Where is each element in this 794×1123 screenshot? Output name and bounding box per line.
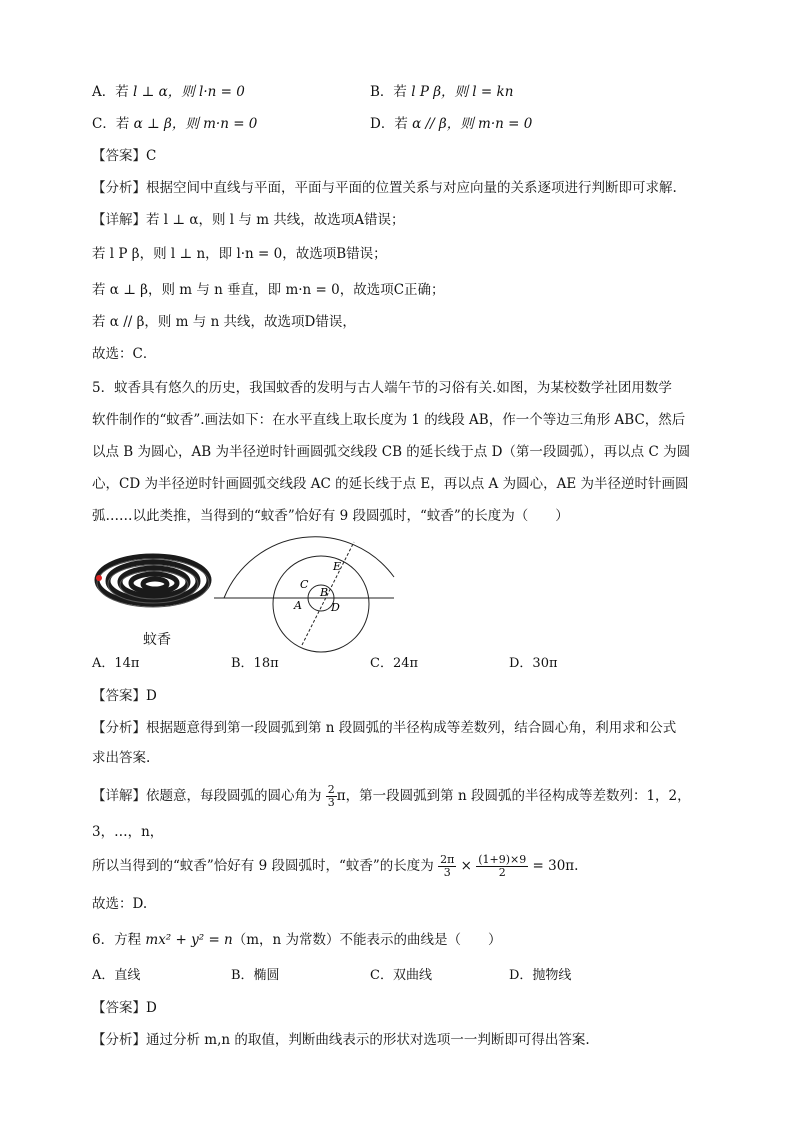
q5-stem-line2: 软件制作的“蚊香”.画法如下：在水平直线上取长度为 1 的线段 AB，作一个等边三角形 ABC，然后 xyxy=(92,412,686,428)
point-label-d: D xyxy=(331,601,340,614)
analysis-text: 根据空间中直线与平面，平面与平面的位置关系与对应向量的关系逐项进行判断即可求解. xyxy=(146,180,677,196)
mosquito-coil-caption: 蚊香 xyxy=(143,632,171,648)
q4-option-b xyxy=(370,82,513,102)
q4-option-b-expr: l P β，则 l = kn xyxy=(411,84,514,100)
angle-fraction xyxy=(326,784,337,809)
q5-line1-text: 蚊香具有悠久的历史，我国蚊香的发明与古人端午节的习俗有关.如图，为某校数学社团用数学 xyxy=(114,380,672,396)
q6-option-b: B．椭圆 xyxy=(231,968,280,983)
q5-option-c: C．24π xyxy=(370,656,419,671)
q4-option-d-label: D．若 xyxy=(370,116,408,132)
mosquito-coil-image xyxy=(92,550,214,630)
fraction-numerator: 2π xyxy=(440,853,455,866)
detail-text-b: π，第一段圆弧到第 n 段圆弧的半径构成等差数列：1，2， xyxy=(336,788,691,804)
q4-option-b-label: B．若 xyxy=(370,84,407,100)
q4-option-a-expr: l ⊥ α，则 l·n = 0 xyxy=(133,84,245,100)
answer-label: 【答案】 xyxy=(92,688,146,704)
q4-answer xyxy=(92,146,156,166)
detail-text-a: 依题意，每段圆弧的圆心角为 xyxy=(146,788,322,804)
answer-value: C xyxy=(146,148,157,164)
fraction-sum xyxy=(476,854,528,879)
fraction-numerator: (1+9)×9 xyxy=(478,853,527,866)
fraction-2pi-over-3 xyxy=(438,854,456,879)
q6-option-a: A．直线 xyxy=(92,968,141,983)
q5-conclusion: 故选：D. xyxy=(92,896,148,912)
q5-detail-line3 xyxy=(92,854,578,879)
detail-label: 【详解】 xyxy=(92,212,146,228)
q4-detail-line4: 若 α // β，则 m 与 n 共线，故选项D错误， xyxy=(92,314,356,330)
q6-equation: mx² + y² = n xyxy=(145,932,233,948)
analysis-text: 通过分析 m,n 的取值，判断曲线表示的形状对选项一一判断即可得出答案. xyxy=(146,1032,590,1048)
angle-numerator: 2 xyxy=(327,783,335,796)
detail-text: 若 l ⊥ α，则 l 与 m 共线，故选项A错误； xyxy=(146,212,405,228)
answer-label: 【答案】 xyxy=(92,1000,146,1016)
fraction-denominator: 2 xyxy=(498,866,506,879)
q6-option-c: C．双曲线 xyxy=(370,968,432,983)
analysis-text: 根据题意得到第一段圆弧到第 n 段圆弧的半径构成等差数列，结合圆心角，利用求和公式 xyxy=(146,720,677,736)
q5-option-a: A．14π xyxy=(92,656,140,671)
q4-option-d xyxy=(370,114,532,134)
point-label-c: C xyxy=(300,578,309,591)
q5-option-b: B．18π xyxy=(231,656,279,671)
q6-analysis xyxy=(92,1030,590,1050)
q5-number: 5． xyxy=(92,380,115,396)
spiral-construction-diagram xyxy=(214,525,396,653)
q5-option-d: D．30π xyxy=(509,656,558,671)
q6-stem-b: （m，n 为常数）不能表示的曲线是（ ） xyxy=(232,932,502,948)
q4-detail-line2: 若 l P β，则 l ⊥ n，即 l·n = 0，故选项B错误； xyxy=(92,246,387,262)
q4-conclusion: 故选：C． xyxy=(92,346,157,362)
q5-stem-line5: 弧……以此类推，当得到的“蚊香”恰好有 9 段圆弧时，“蚊香”的长度为（ ） xyxy=(92,508,569,524)
q4-option-c-label: C．若 xyxy=(92,116,130,132)
point-label-b: B xyxy=(320,586,329,599)
q6-number: 6． xyxy=(92,932,115,948)
q6-stem xyxy=(92,930,502,950)
detail-line3-text: 所以当得到的“蚊香”恰好有 9 段圆弧时，“蚊香”的长度为 xyxy=(92,858,434,874)
q5-detail-line1 xyxy=(92,784,691,809)
q4-analysis xyxy=(92,178,677,198)
q5-stem-line1 xyxy=(92,378,672,398)
q5-analysis-line2: 求出答案. xyxy=(92,750,151,766)
fraction-denominator: 3 xyxy=(443,866,451,879)
q6-option-d: D．抛物线 xyxy=(509,968,572,983)
q4-detail-line3: 若 α ⊥ β，则 m 与 n 垂直，即 m·n = 0，故选项C正确； xyxy=(92,282,445,298)
q4-option-d-expr: α // β，则 m·n = 0 xyxy=(412,116,533,132)
q6-answer xyxy=(92,998,157,1018)
analysis-label: 【分析】 xyxy=(92,1032,146,1048)
detail-result: = 30π. xyxy=(532,858,579,874)
answer-value: D xyxy=(146,688,157,704)
q5-analysis-line1 xyxy=(92,718,676,738)
point-label-a: A xyxy=(294,599,302,612)
q5-stem-line4: 心，CD 为半径逆时针画圆弧交线段 AC 的延长线于点 E，再以点 A 为圆心，AE 为半径逆时针画圆 xyxy=(92,476,689,492)
q4-option-c-expr: α ⊥ β，则 m·n = 0 xyxy=(133,116,258,132)
q5-answer xyxy=(92,686,157,706)
q4-option-a-label: A．若 xyxy=(92,84,129,100)
analysis-label: 【分析】 xyxy=(92,180,146,196)
analysis-label: 【分析】 xyxy=(92,720,146,736)
q4-detail-line1 xyxy=(92,210,405,230)
q5-detail-line2: 3，…，n， xyxy=(92,824,164,840)
times-sign: × xyxy=(460,858,472,874)
point-label-e: E xyxy=(333,560,342,573)
q4-option-c xyxy=(92,114,257,134)
q4-option-a xyxy=(92,82,245,102)
answer-value: D xyxy=(146,1000,157,1016)
q6-stem-a: 方程 xyxy=(114,932,142,948)
angle-denominator: 3 xyxy=(327,796,335,809)
answer-label: 【答案】 xyxy=(92,148,146,164)
detail-label: 【详解】 xyxy=(92,788,146,804)
q5-stem-line3: 以点 B 为圆心，AB 为半径逆时针画圆弧交线段 CB 的延长线于点 D（第一段圆弧），再以点 C 为圆 xyxy=(92,444,691,460)
